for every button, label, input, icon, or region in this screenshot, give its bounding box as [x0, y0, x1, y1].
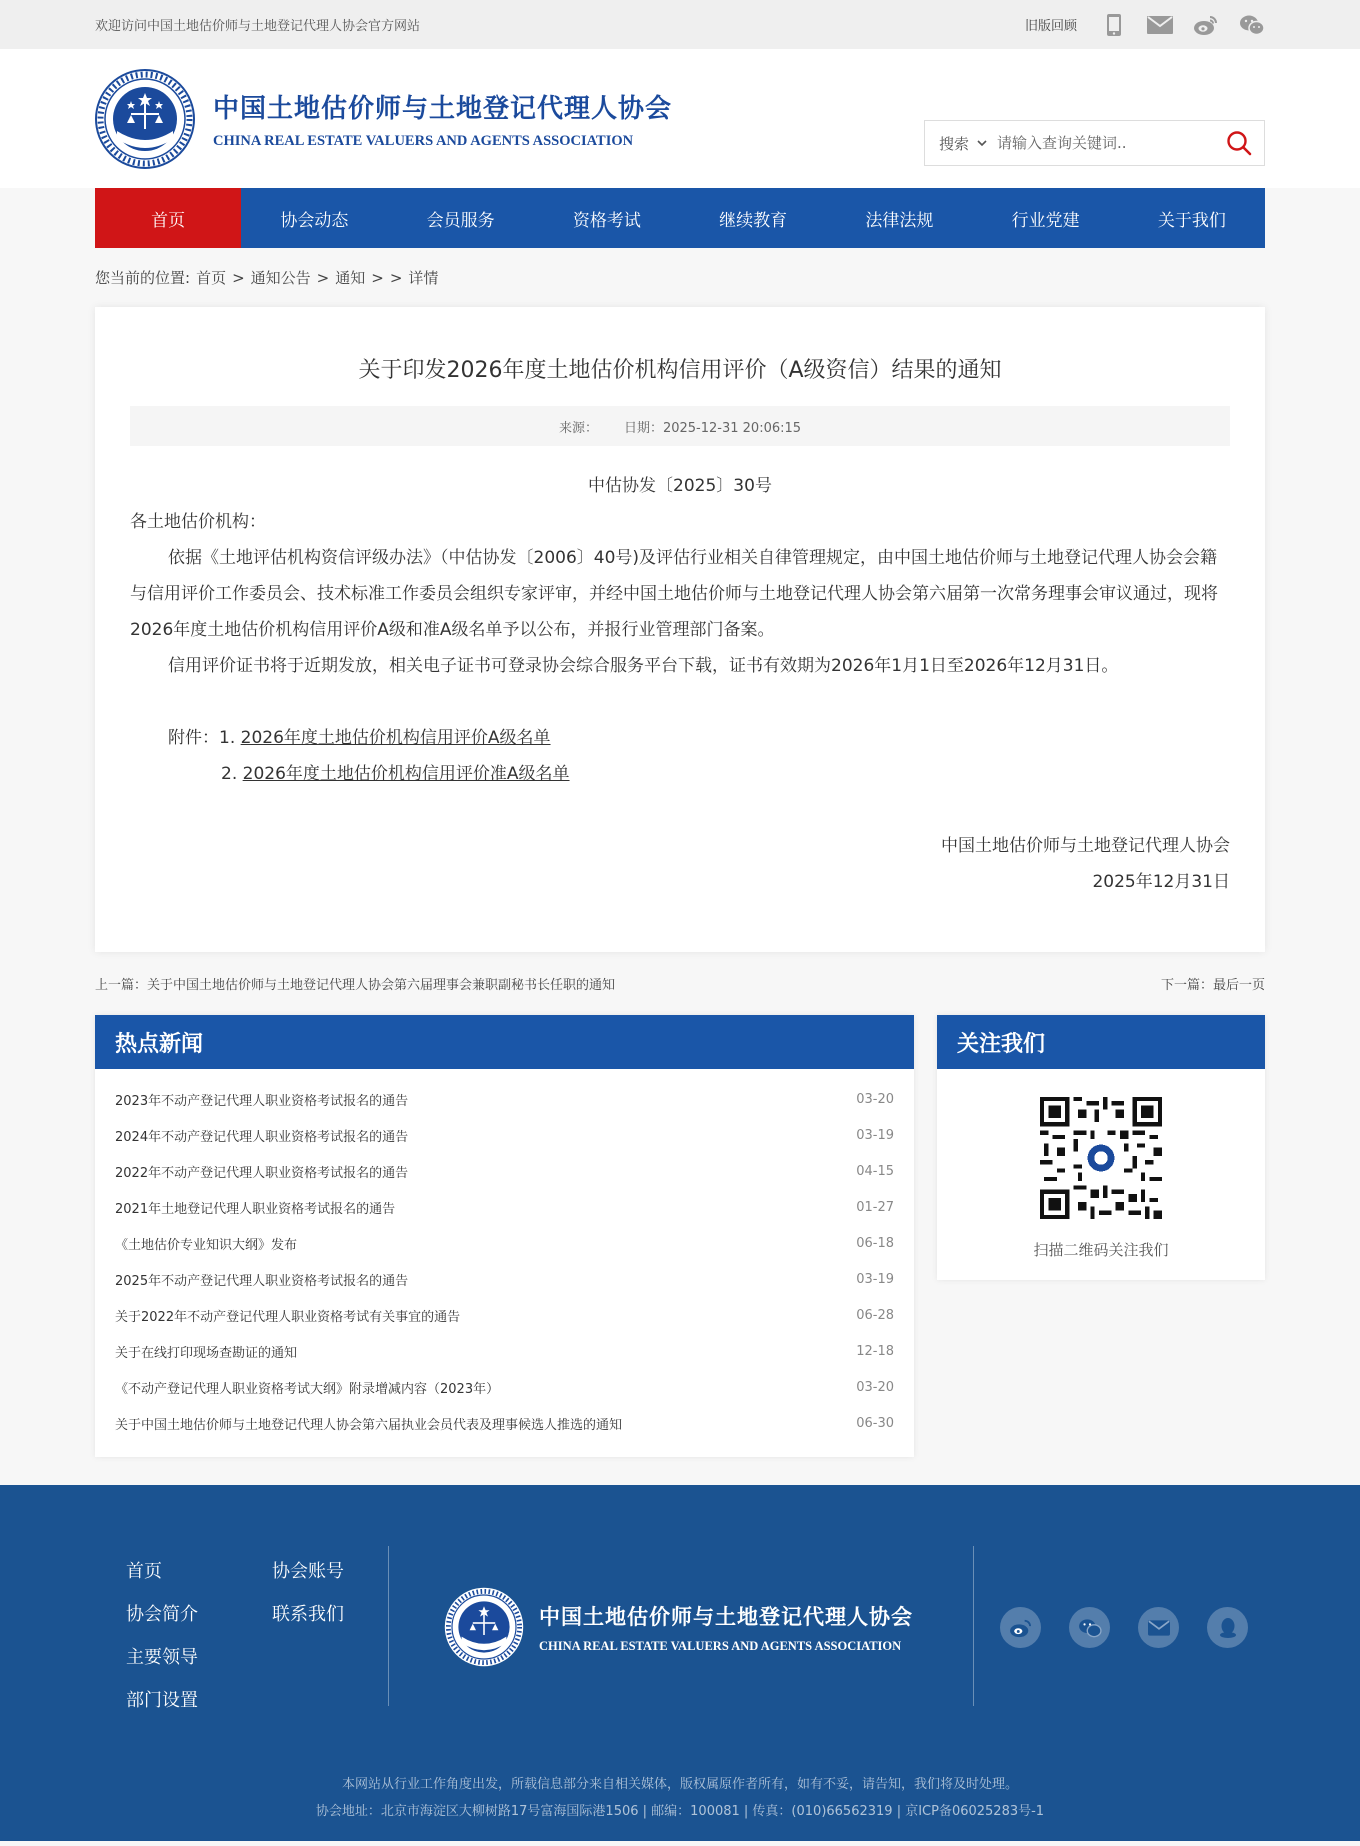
news-date: 03-19 — [856, 1127, 894, 1143]
footer-link-departments[interactable]: 部门设置 — [126, 1690, 198, 1711]
article-panel — [95, 307, 1265, 952]
article-title: 关于印发2026年度土地估价机构信用评价（A级资信）结果的通知 — [358, 358, 1002, 383]
attachment-2-number: 2. — [221, 764, 243, 784]
paragraph-2: 信用评价证书将于近期发放，相关电子证书可登录协会综合服务平台下载，证书有效期为2026年1月1日至2026年12月31日。 — [168, 656, 1119, 676]
mobile-icon[interactable] — [1101, 12, 1127, 38]
news-title[interactable]: 关于在线打印现场查勘证的通知 — [115, 1345, 298, 1361]
nav-item-exams[interactable]: 资格考试 — [572, 210, 641, 231]
document-number: 中估协发〔2025〕30号 — [588, 476, 772, 496]
news-title[interactable]: 关于中国土地估价师与土地登记代理人协会第六届执业会员代表及理事候选人推选的通知 — [115, 1417, 623, 1433]
list-item[interactable] — [115, 1225, 894, 1261]
hot-news-panel — [95, 1015, 914, 1457]
nav-item-about[interactable]: 关于我们 — [1157, 210, 1226, 231]
news-title[interactable]: 2024年不动产登记代理人职业资格考试报名的通告 — [115, 1129, 409, 1145]
weibo-icon[interactable] — [1000, 1607, 1041, 1648]
footer-link-accounts[interactable]: 协会账号 — [272, 1561, 344, 1582]
search-input[interactable] — [997, 123, 1214, 163]
breadcrumb-sep: > — [371, 268, 384, 287]
news-title[interactable]: 2023年不动产登记代理人职业资格考试报名的通告 — [115, 1093, 409, 1109]
breadcrumb-home[interactable]: 首页 — [196, 269, 227, 287]
list-item[interactable] — [115, 1405, 894, 1441]
footer-social — [1000, 1607, 1248, 1648]
article-body — [130, 468, 1230, 900]
chevron-down-icon — [977, 140, 987, 147]
qr-code-icon — [1040, 1097, 1162, 1219]
search-icon — [1226, 130, 1252, 156]
top-bar — [0, 0, 1360, 49]
footer-copyright — [95, 1771, 1265, 1825]
lower-section — [95, 1015, 1265, 1455]
main-nav — [0, 188, 1360, 248]
news-date: 06-28 — [856, 1307, 894, 1323]
site-logo[interactable] — [95, 69, 672, 169]
hot-news-title: 热点新闻 — [95, 1015, 914, 1069]
news-date: 06-18 — [856, 1235, 894, 1251]
association-emblem-icon — [95, 69, 195, 169]
footer-address: 协会地址：北京市海淀区大柳树路17号富海国际港1506 | 邮编：100081 | 传真：(010)66562319 | 京ICP备06025283号-1 — [315, 1804, 1045, 1819]
footer-logo-english: CHINA REAL ESTATE VALUERS AND AGENTS ASSOCIATION — [539, 1638, 902, 1653]
footer-link-home[interactable]: 首页 — [126, 1561, 162, 1582]
footer-logo — [444, 1587, 913, 1667]
sign-date: 2025年12月31日 — [1092, 872, 1230, 892]
prev-next-nav — [0, 952, 1360, 1015]
footer-disclaimer: 本网站从行业工作角度出发，所载信息部分来自相关媒体，版权属原作者所有，如有不妥，请告知，我们将及时处理。 — [341, 1777, 1018, 1792]
follow-us-title: 关注我们 — [937, 1015, 1265, 1069]
prev-article-link[interactable]: 上一篇：关于中国土地估价师与土地登记代理人协会第六届理事会兼职副秘书长任职的通知 — [95, 978, 616, 993]
breadcrumb-sep: > — [232, 268, 245, 287]
old-version-link[interactable]: 旧版回顾 — [1024, 19, 1077, 34]
wechat-icon[interactable] — [1069, 1607, 1110, 1648]
breadcrumb-sep: > — [316, 268, 330, 287]
news-date: 06-30 — [856, 1415, 894, 1431]
list-item[interactable] — [115, 1081, 894, 1117]
wechat-icon[interactable] — [1239, 12, 1265, 38]
qr-caption: 扫描二维码关注我们 — [1033, 1241, 1169, 1259]
news-title[interactable]: 关于2022年不动产登记代理人职业资格考试有关事宜的通告 — [115, 1309, 461, 1325]
breadcrumb-notice[interactable]: 通知 — [335, 269, 366, 287]
news-title[interactable]: 《不动产登记代理人职业资格考试大纲》附录增减内容（2023年） — [115, 1381, 500, 1397]
list-item[interactable] — [115, 1369, 894, 1405]
news-date: 04-15 — [856, 1163, 894, 1179]
association-emblem-icon — [444, 1587, 524, 1667]
list-item[interactable] — [115, 1189, 894, 1225]
attachment-2-link[interactable]: 2026年度土地估价机构信用评价准A级名单 — [242, 764, 570, 784]
list-item[interactable] — [115, 1153, 894, 1189]
footer-link-leaders[interactable]: 主要领导 — [126, 1647, 198, 1668]
article-meta — [130, 406, 1230, 446]
mail-icon[interactable] — [1147, 12, 1173, 38]
nav-item-education[interactable]: 继续教育 — [719, 210, 788, 231]
qq-icon[interactable] — [1207, 1607, 1248, 1648]
list-item[interactable] — [115, 1297, 894, 1333]
news-title[interactable]: 2021年土地登记代理人职业资格考试报名的通告 — [115, 1201, 396, 1217]
search-type-label: 搜索 — [939, 134, 970, 153]
list-item[interactable] — [115, 1333, 894, 1369]
breadcrumb-notices[interactable]: 通知公告 — [250, 269, 311, 287]
news-date: 03-20 — [856, 1091, 894, 1107]
footer-divider — [388, 1546, 389, 1706]
footer-link-contact[interactable]: 联系我们 — [272, 1604, 344, 1625]
news-date: 03-20 — [856, 1379, 894, 1395]
paragraph-1: 依据《土地评估机构资信评级办法》（中估协发〔2006〕40号)及评估行业相关自律管理规定，由中国土地估价师与土地登记代理人协会会籍与信用评价工作委员会、技术标准工作委员会组织专家评审，并经中国土地估价师与土地登记代理人协会第六届第一次常务理事会审议通过，现将2026年度土地估价机构信用评价A级和准A级名单予以公布，并报行业管理部门备案。 — [130, 548, 1218, 640]
attachment-label: 附件：1. — [168, 728, 241, 748]
footer-logo-chinese: 中国土地估价师与土地登记代理人协会 — [539, 1603, 913, 1629]
weibo-icon[interactable] — [1193, 12, 1219, 38]
news-date: 03-19 — [856, 1271, 894, 1287]
nav-item-laws[interactable]: 法律法规 — [865, 210, 934, 231]
breadcrumb-prefix: 您当前的位置: — [95, 269, 191, 287]
site-footer — [0, 1485, 1360, 1841]
site-header — [0, 49, 1360, 188]
nav-item-member-services[interactable]: 会员服务 — [426, 210, 495, 231]
breadcrumb-current: 详情 — [408, 269, 439, 287]
attachment-1-link[interactable]: 2026年度土地估价机构信用评价A级名单 — [240, 728, 551, 748]
news-title[interactable]: 2022年不动产登记代理人职业资格考试报名的通告 — [115, 1165, 409, 1181]
footer-divider — [973, 1546, 974, 1706]
news-title[interactable]: 2025年不动产登记代理人职业资格考试报名的通告 — [115, 1273, 409, 1289]
follow-us-panel — [937, 1015, 1265, 1280]
article-source: 来源： — [558, 420, 598, 436]
nav-item-party[interactable]: 行业党建 — [1011, 210, 1080, 231]
signer: 中国土地估价师与土地登记代理人协会 — [941, 836, 1230, 856]
search-box — [924, 120, 1265, 166]
nav-item-news[interactable]: 协会动态 — [280, 210, 349, 231]
mail-icon[interactable] — [1138, 1607, 1179, 1648]
breadcrumb — [0, 248, 1360, 307]
news-title[interactable]: 《土地估价专业知识大纲》发布 — [115, 1237, 298, 1253]
attachment-1-row — [130, 720, 1230, 756]
news-date: 12-18 — [856, 1343, 894, 1359]
footer-link-intro[interactable]: 协会简介 — [126, 1604, 198, 1625]
next-article-link[interactable]: 下一篇：最后一页 — [1160, 978, 1265, 993]
nav-item-home[interactable]: 首页 — [95, 188, 241, 248]
attachment-2-row — [130, 756, 1230, 792]
article-date: 日期：2025-12-31 20:06:15 — [623, 420, 802, 436]
search-type-select[interactable] — [925, 133, 997, 154]
list-item[interactable] — [115, 1261, 894, 1297]
welcome-text: 欢迎访问中国土地估价师与土地登记代理人协会官方网站 — [95, 19, 421, 34]
list-item[interactable] — [115, 1117, 894, 1153]
hot-news-list — [95, 1069, 914, 1441]
breadcrumb-sep: > — [389, 268, 403, 287]
footer-links — [126, 1557, 366, 1712]
logo-chinese-name: 中国土地估价师与土地登记代理人协会 — [213, 94, 673, 124]
salutation: 各土地估价机构： — [130, 512, 266, 532]
news-date: 01-27 — [856, 1199, 894, 1215]
search-button[interactable] — [1214, 121, 1264, 165]
logo-english-name: CHINA REAL ESTATE VALUERS AND AGENTS ASSOCIATION — [213, 133, 634, 149]
